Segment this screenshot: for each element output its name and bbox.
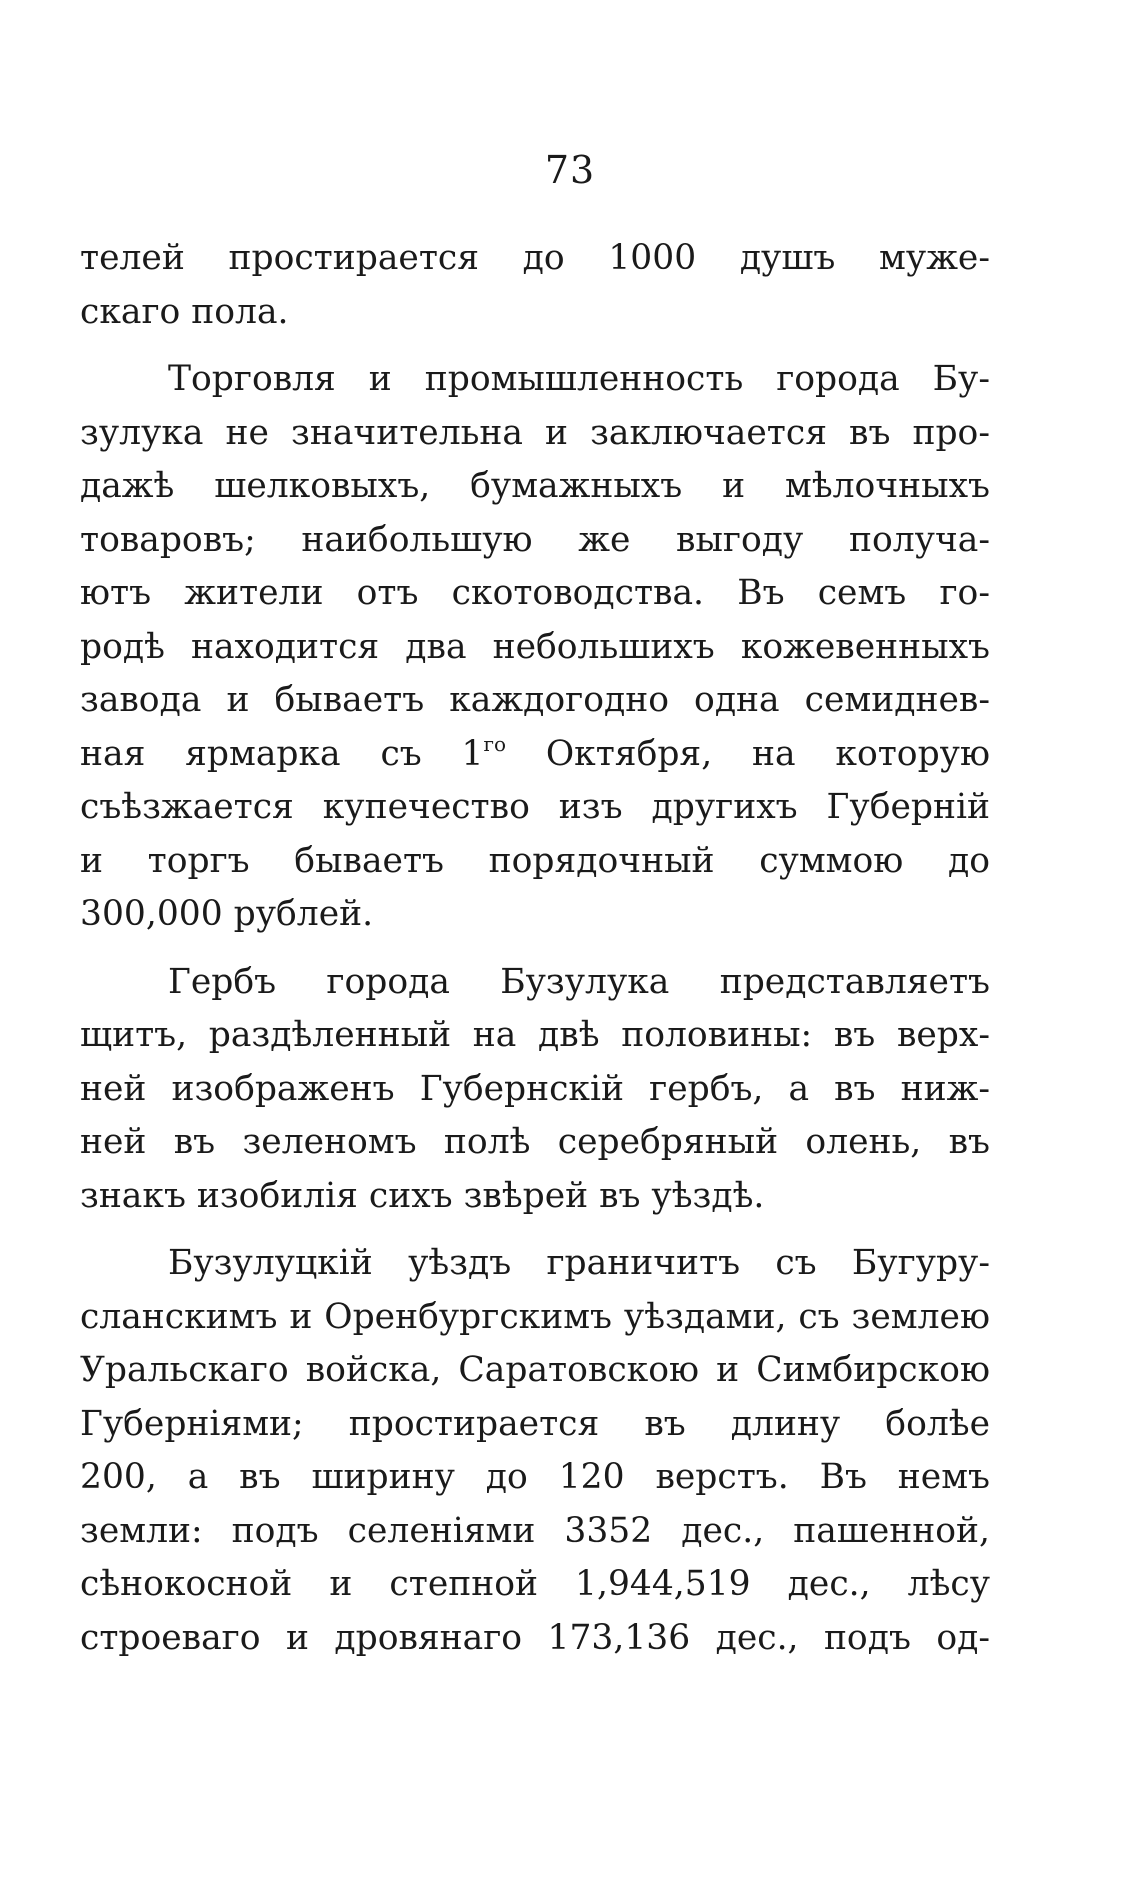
text-line: товаровъ; наибольшую же выгоду получа- xyxy=(80,519,990,560)
paragraph-gap xyxy=(80,1223,990,1237)
text-line: щитъ, раздѣленный на двѣ половины: въ верх- xyxy=(80,1015,990,1055)
text-line: ней въ зеленомъ полѣ серебряный олень, въ xyxy=(80,1122,990,1162)
text-line: сланскимъ и Оренбургскимъ уѣздами, съ землею xyxy=(80,1296,990,1337)
text-line: 200, а въ ширину до 120 верстъ. Въ немъ xyxy=(80,1457,990,1497)
text-line: ней изображенъ Губернскій гербъ, а въ ниж- xyxy=(80,1068,990,1109)
text-line: 300,000 рублей. xyxy=(80,894,374,934)
text-line: зулука не значительна и заключается въ про- xyxy=(80,412,990,453)
text-line: завода и бываетъ каждогодно одна семиднев- xyxy=(80,680,990,720)
text-line: дажѣ шелковыхъ, бумажныхъ и мѣлочныхъ xyxy=(80,466,990,506)
text-line: строеваго и дровянаго 173,136 дес., подъ од- xyxy=(80,1617,990,1658)
text-line: Бузулуцкій уѣздъ граничитъ съ Бугуру- xyxy=(168,1243,990,1283)
text-line: Губерніями; простирается въ длину болѣе xyxy=(80,1403,990,1444)
text-line: съѣзжается купечество изъ другихъ Губерній xyxy=(80,787,990,827)
body-text xyxy=(80,232,990,1665)
text-line: земли: подъ селеніями 3352 дес., пашенной, xyxy=(80,1510,990,1551)
paragraph-gap xyxy=(80,942,990,956)
text-line: знакъ изобилія сихъ звѣрей въ уѣздѣ. xyxy=(80,1175,765,1216)
text-line: и торгъ бываетъ порядочный суммою до xyxy=(80,840,990,881)
superscript-ordinal: го xyxy=(483,731,507,756)
text-line: Гербъ города Бузулука представляетъ xyxy=(168,961,990,1002)
text-line xyxy=(80,728,990,782)
text-line: ютъ жители отъ скотоводства. Въ семъ го- xyxy=(80,573,990,613)
text-line: родѣ находится два небольшихъ кожевенныхъ xyxy=(80,626,990,667)
text-segment: Октября, на которую xyxy=(506,733,990,774)
paragraph-gap xyxy=(80,339,990,353)
text-segment: ная ярмарка съ 1 xyxy=(80,733,484,774)
text-line: Уральскаго войска, Саратовскою и Симбирскою xyxy=(80,1350,990,1390)
text-line: Торговля и промышленность города Бу- xyxy=(168,359,990,399)
text-line: скаго пола. xyxy=(80,291,289,332)
text-line: сѣнокосной и степной 1,944,519 дес., лѣсу xyxy=(80,1564,990,1604)
page-number: 73 xyxy=(544,148,596,192)
text-line: тeлей простирается до 1000 душъ муже- xyxy=(80,238,990,278)
